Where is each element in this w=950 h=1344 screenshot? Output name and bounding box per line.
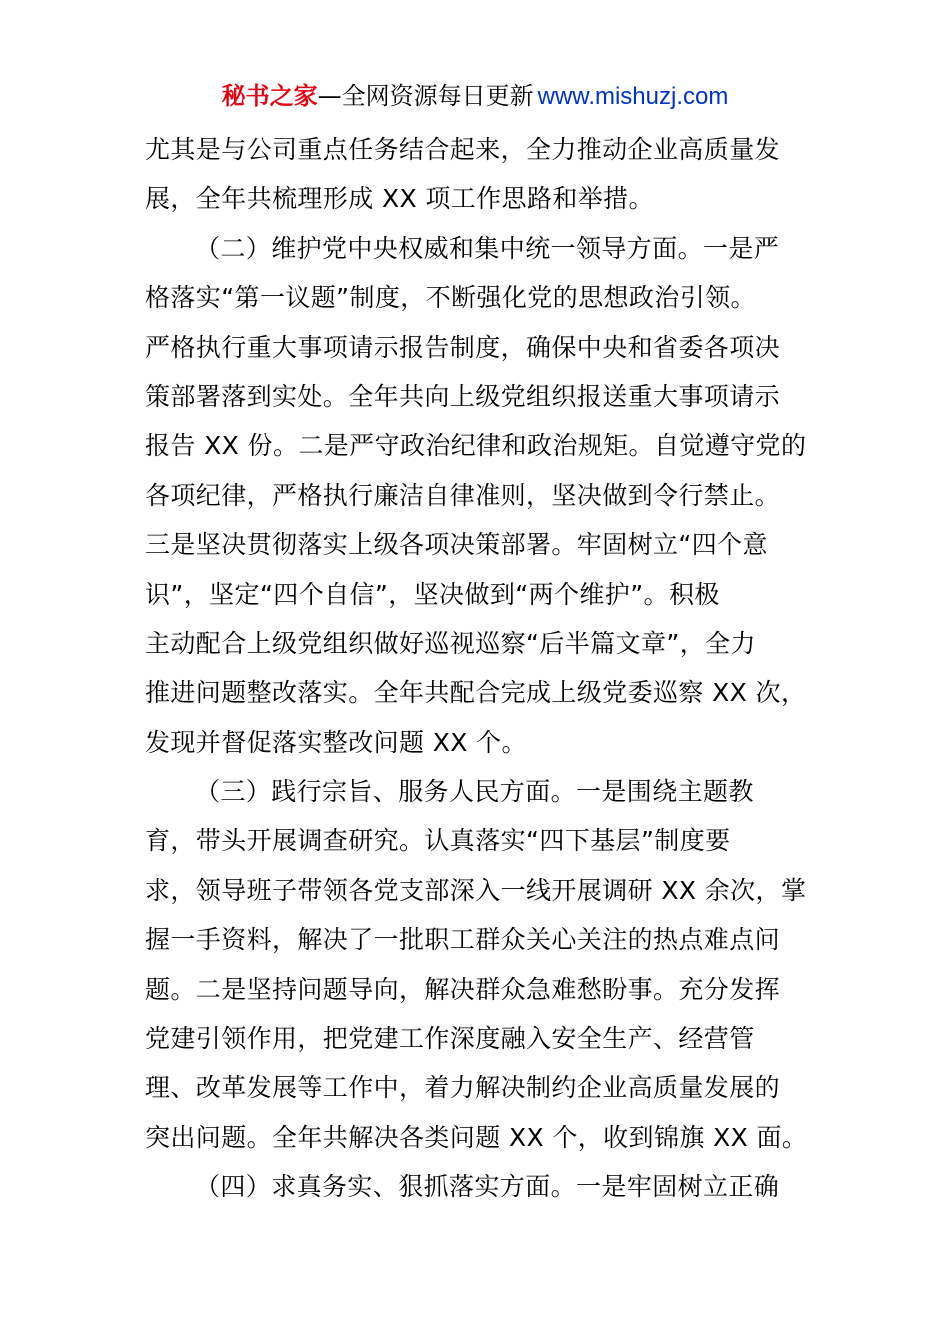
text-line: 理、改革发展等工作中，着力解决制约企业高质量发展的 [145,1073,781,1103]
document-body [145,125,807,1212]
text-line: 党建引领作用，把党建工作深度融入安全生产、经营管 [145,1024,755,1054]
text-line: 推进问题整改落实。全年共配合完成上级党委巡察 XX 次， [145,678,807,708]
text-line: 识”，坚定“四个自信”，坚决做到“两个维护”。积极 [145,579,720,609]
text-line: 展，全年共梳理形成 XX 项工作思路和举措。 [145,184,654,214]
site-tagline: —全网资源每日更新 [317,82,534,110]
text-line: 报告 XX 份。二是严守政治纪律和政治规矩。自觉遵守党的 [145,431,807,461]
paragraph-start-line: （三）践行宗旨、服务人民方面。一是围绕主题教 [195,777,754,807]
text-line: 各项纪律，严格执行廉洁自律准则，坚决做到令行禁止。 [145,480,781,510]
text-line: 求，领导班子带领各党支部深入一线开展调研 XX 余次，掌 [145,875,807,905]
text-line: 握一手资料，解决了一批职工群众关心关注的热点难点问 [145,925,781,955]
paragraph-start-line: （二）维护党中央权威和集中统一领导方面。一是严 [195,233,780,263]
site-brand: 秘书之家 [221,82,318,110]
text-line: 育，带头开展调查研究。认真落实“四下基层”制度要 [145,826,731,856]
text-line: 格落实“第一议题”制度，不断强化党的思想政治引领。 [145,283,756,313]
paragraph-start-line: （四）求真务实、狠抓落实方面。一是牢固树立正确 [195,1172,780,1202]
text-line: 突出问题。全年共解决各类问题 XX 个，收到锦旗 XX 面。 [145,1122,808,1152]
text-line: 尤其是与公司重点任务结合起来，全力推动企业高质量发 [145,135,781,164]
text-line: 主动配合上级党组织做好巡视巡察“后半篇文章”，全力 [145,628,756,658]
text-line: 严格执行重大事项请示报告制度，确保中央和省委各项决 [145,332,781,362]
site-header [0,78,950,115]
text-line: 题。二是坚持问题导向，解决群众急难愁盼事。充分发挥 [145,974,781,1004]
text-line: 发现并督促落实整改问题 XX 个。 [145,727,527,757]
site-url-link[interactable]: www.mishuzj.com [537,83,729,110]
text-line: 策部署落到实处。全年共向上级党组织报送重大事项请示 [145,381,781,411]
text-line: 三是坚决贯彻落实上级各项决策部署。牢固树立“四个意 [145,530,768,560]
